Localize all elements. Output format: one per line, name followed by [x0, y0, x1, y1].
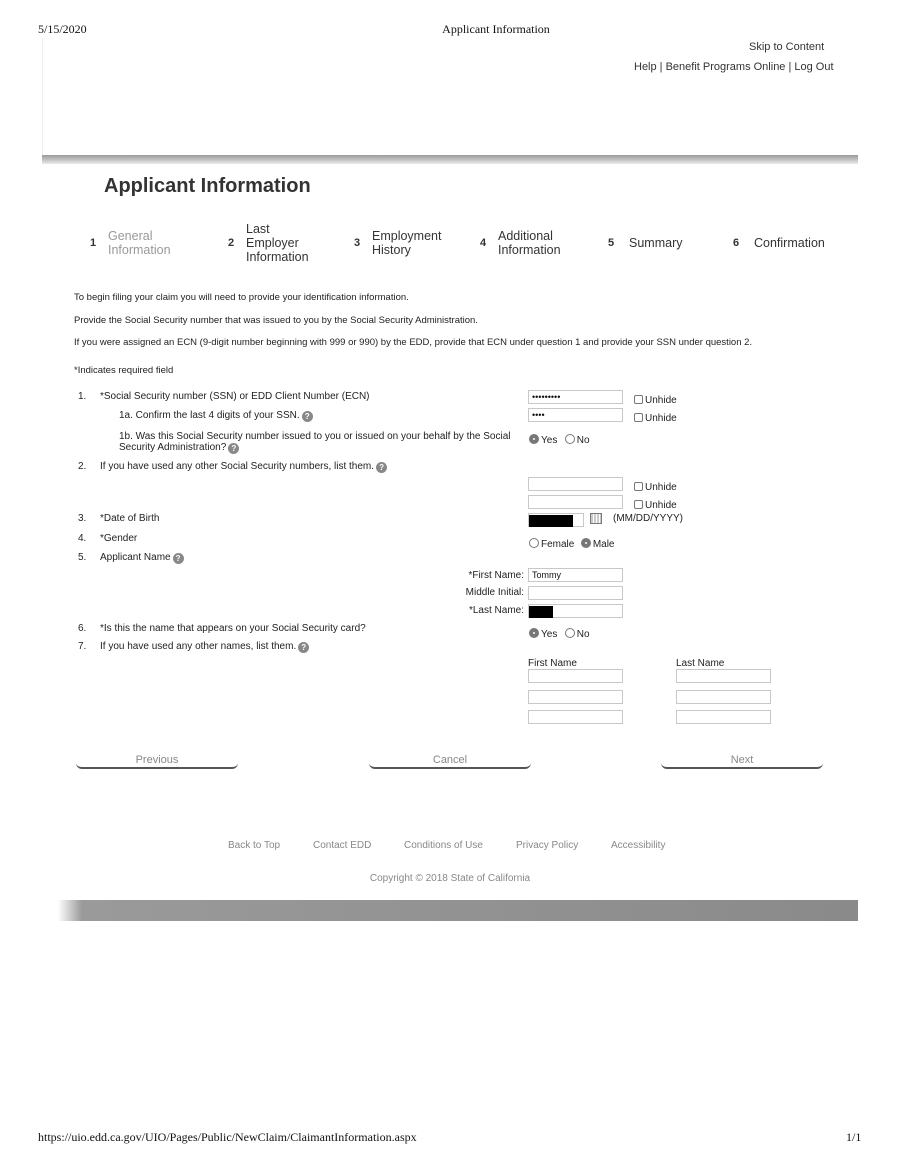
unhide-label: Unhide [645, 395, 677, 406]
unhide-label: Unhide [645, 413, 677, 424]
checkbox-icon[interactable] [634, 482, 643, 491]
question-number: 2. [78, 461, 87, 472]
page-title: Applicant Information [104, 175, 311, 197]
intro-text-1: To begin filing your claim you will need to provide your identification information. [74, 292, 409, 303]
step-employment-history [354, 222, 450, 264]
applicant-name-label [100, 552, 184, 564]
dob-label: *Date of Birth [100, 513, 160, 524]
footer-link-contact-edd[interactable]: Contact EDD [313, 840, 372, 851]
step-label: General Information [108, 229, 171, 257]
no-label: No [576, 435, 590, 446]
step-label: Summary [629, 236, 683, 250]
step-label: Last Employer Information [246, 222, 309, 264]
ssn-label: *Social Security number (SSN) or EDD Client Number (ECN) [100, 391, 370, 402]
question-number: 7. [78, 641, 87, 652]
question-number: 5. [78, 552, 87, 563]
radio-female[interactable] [529, 538, 539, 548]
help-icon[interactable]: ? [376, 462, 387, 473]
ssn-issued-text: 1b. Was this Social Security number issued to you or issued on your behalf by the Social Security Administration? [119, 431, 511, 453]
required-note: *Indicates required field [74, 365, 174, 376]
step-number: 4 [480, 237, 487, 249]
help-icon[interactable]: ? [228, 443, 239, 454]
dob-format-hint: (MM/DD/YYYY) [613, 513, 683, 524]
ssn-issued-radio-group[interactable] [529, 430, 590, 448]
radio-no[interactable] [565, 434, 575, 444]
help-icon[interactable]: ? [173, 553, 184, 564]
cancel-button[interactable]: Cancel [369, 753, 531, 769]
step-additional-information [480, 222, 570, 264]
gender-label: *Gender [100, 533, 138, 544]
intro-text-3: If you were assigned an ECN (9-digit number beginning with 999 or 990) by the EDD, provide that ECN under question 1 and provide your SSN under question 2. [74, 337, 753, 348]
print-page-number: 1/1 [846, 1130, 862, 1144]
help-icon[interactable]: ? [298, 642, 309, 653]
step-confirmation [733, 222, 825, 264]
question-number: 3. [78, 513, 87, 524]
unhide-label: Unhide [645, 500, 677, 511]
confirm-ssn-input[interactable]: •••• [528, 408, 623, 422]
step-number: 5 [608, 237, 615, 249]
calendar-icon[interactable] [590, 513, 602, 524]
other-names-text: If you have used any other names, list them. [100, 641, 297, 652]
other-names-label [100, 641, 309, 653]
other-first-name-input-1[interactable] [528, 669, 623, 683]
no-label: No [576, 629, 590, 640]
redaction-block [529, 606, 553, 618]
step-label: Additional Information [498, 229, 561, 257]
footer-bar [58, 900, 858, 921]
other-last-name-input-2[interactable] [676, 690, 771, 704]
last-name-label: *Last Name: [468, 605, 524, 616]
step-number: 1 [90, 237, 97, 249]
middle-initial-label: Middle Initial: [465, 587, 524, 598]
print-date: 5/15/2020 [38, 22, 87, 36]
ssn-issued-label [119, 431, 519, 454]
first-name-input[interactable]: Tommy [528, 568, 623, 582]
applicant-name-text: Applicant Name [100, 552, 171, 563]
yes-label: Yes [541, 629, 558, 640]
site-banner [42, 38, 858, 156]
redaction-block [529, 515, 573, 527]
other-ssn-label [100, 461, 387, 473]
other-first-name-input-2[interactable] [528, 690, 623, 704]
footer-link-accessibility[interactable]: Accessibility [611, 840, 666, 851]
other-ssn-2-unhide-checkbox[interactable] [634, 495, 677, 513]
other-last-name-header: Last Name [676, 658, 725, 669]
first-name-label: *First Name: [468, 570, 524, 581]
checkbox-icon[interactable] [634, 413, 643, 422]
step-number: 3 [354, 237, 361, 249]
radio-yes[interactable] [529, 434, 539, 444]
confirm-ssn-unhide-checkbox[interactable] [634, 408, 677, 426]
other-ssn-1-unhide-checkbox[interactable] [634, 477, 677, 495]
female-label: Female [541, 539, 575, 550]
step-summary [608, 222, 682, 264]
ssn-unhide-checkbox[interactable] [634, 390, 677, 408]
male-label: Male [592, 539, 615, 550]
ss-card-name-radio-group[interactable] [529, 624, 590, 642]
other-ssn-text: If you have used any other Social Security numbers, list them. [100, 461, 375, 472]
other-ssn-input-1[interactable] [528, 477, 623, 491]
question-number: 1. [78, 391, 87, 402]
unhide-label: Unhide [645, 482, 677, 493]
other-first-name-header: First Name [528, 658, 577, 669]
checkbox-icon[interactable] [634, 395, 643, 404]
next-button[interactable]: Next [661, 753, 823, 769]
middle-initial-input[interactable] [528, 586, 623, 600]
yes-label: Yes [541, 435, 558, 446]
radio-no[interactable] [565, 628, 575, 638]
other-ssn-input-2[interactable] [528, 495, 623, 509]
step-general-information [90, 222, 188, 264]
confirm-ssn-label [119, 410, 313, 422]
radio-yes[interactable] [529, 628, 539, 638]
help-icon[interactable]: ? [302, 411, 313, 422]
radio-male[interactable] [581, 538, 591, 548]
intro-text-2: Provide the Social Security number that was issued to you by the Social Security Administration. [74, 315, 478, 326]
footer-link-back-to-top[interactable]: Back to Top [228, 840, 281, 851]
print-title: Applicant Information [442, 22, 550, 36]
step-label: Confirmation [754, 236, 825, 250]
previous-button[interactable]: Previous [76, 753, 238, 769]
checkbox-icon[interactable] [634, 500, 643, 509]
step-number: 2 [228, 237, 235, 249]
top-nav-links[interactable]: Help | Benefit Programs Online | Log Out [634, 61, 834, 73]
other-first-name-input-3[interactable] [528, 710, 623, 724]
step-number: 6 [733, 237, 740, 249]
header-bar [42, 155, 858, 164]
question-number: 4. [78, 533, 87, 544]
footer-link-conditions-of-use[interactable]: Conditions of Use [404, 840, 483, 851]
copyright: Copyright © 2018 State of California [369, 873, 531, 884]
step-label: Employment History [372, 229, 442, 257]
question-number: 6. [78, 623, 87, 634]
skip-to-content-link[interactable]: Skip to Content [749, 41, 825, 53]
print-url: https://uio.edd.ca.gov/UIO/Pages/Public/NewClaim/ClaimantInformation.aspx [38, 1130, 417, 1144]
gender-radio-group[interactable] [529, 534, 615, 552]
ssn-input[interactable]: ••••••••• [528, 390, 623, 404]
step-last-employer [228, 222, 316, 264]
other-last-name-input-1[interactable] [676, 669, 771, 683]
other-last-name-input-3[interactable] [676, 710, 771, 724]
ss-card-name-label: *Is this the name that appears on your Social Security card? [100, 623, 366, 634]
confirm-ssn-text: 1a. Confirm the last 4 digits of your SSN. [119, 410, 300, 421]
footer-link-privacy-policy[interactable]: Privacy Policy [516, 840, 579, 851]
